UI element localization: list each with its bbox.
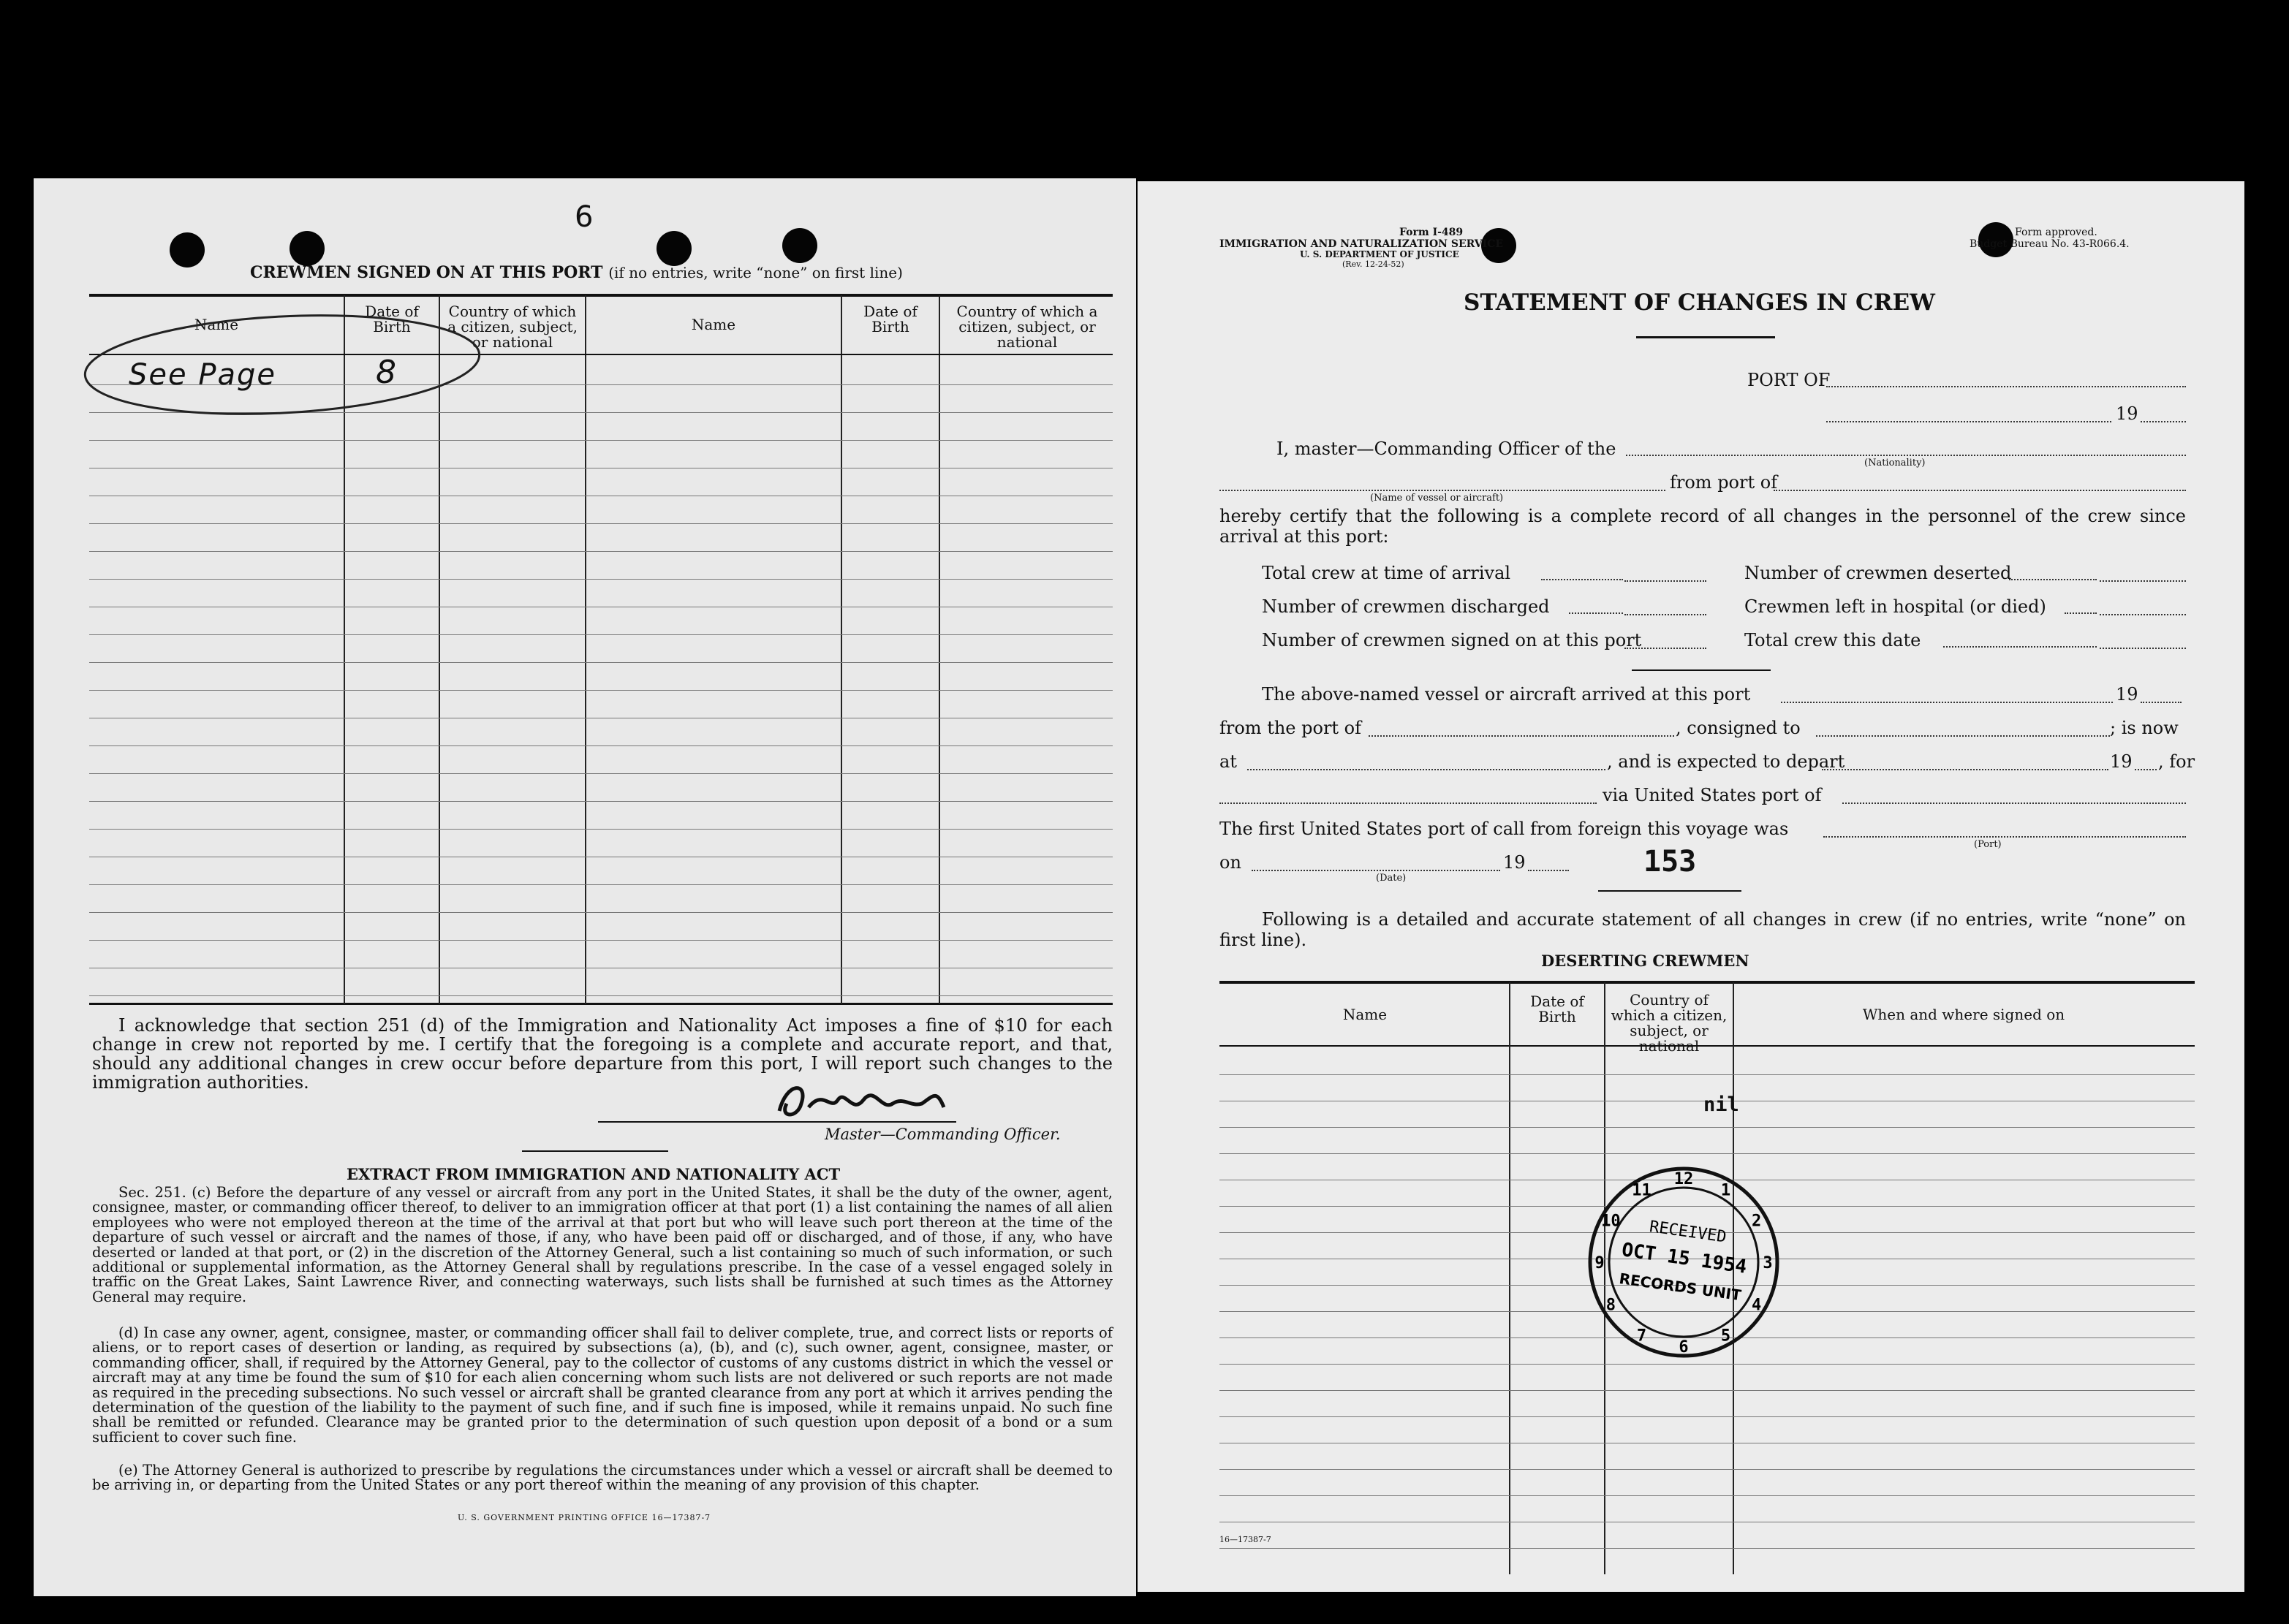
discharged-label: Number of crewmen discharged <box>1262 596 1550 617</box>
leader-dots <box>1541 579 1623 580</box>
col-divider <box>1509 982 1510 1574</box>
col-divider <box>939 295 940 1004</box>
year-prefix: 19 <box>2116 684 2138 705</box>
signed-on-field[interactable] <box>1624 648 1706 649</box>
column-header-country: Country of which a citizen, subject, or national <box>447 303 578 351</box>
total-arrival-label: Total crew at time of arrival <box>1262 563 1511 583</box>
port-of-label: PORT OF <box>1747 370 1831 390</box>
table-row <box>89 690 1113 691</box>
date-caption: (Date) <box>1376 873 1407 884</box>
deserting-crewmen-title: DESERTING CREWMEN <box>1541 952 1749 970</box>
left-page <box>34 178 1136 1596</box>
table-row <box>89 440 1113 441</box>
stamp-ring-number: 3 <box>1763 1254 1773 1272</box>
master-signature <box>765 1074 1013 1133</box>
stamp-ring-number: 4 <box>1751 1296 1762 1315</box>
stamp-ring-number: 5 <box>1720 1327 1731 1346</box>
table-row <box>89 745 1113 746</box>
form-title: STATEMENT OF CHANGES IN CREW <box>1464 289 1935 316</box>
arrived-field[interactable] <box>1781 702 2113 703</box>
table-bottom-rule <box>89 1003 1113 1005</box>
via-port-field[interactable] <box>1842 802 2186 804</box>
table-row <box>89 995 1113 996</box>
expected-depart-label: , and is expected to depart <box>1607 751 1845 772</box>
form-number: Form I-489 <box>1399 227 1464 238</box>
received-stamp <box>1585 1164 1782 1361</box>
depart-year-field[interactable] <box>2135 769 2157 770</box>
year-field[interactable] <box>2141 421 2186 422</box>
extract-title: EXTRACT FROM IMMIGRATION AND NATIONALITY ACT <box>347 1165 841 1183</box>
discharged-field[interactable] <box>1624 614 1706 615</box>
column-header-country: Country of which a citizen, subject, or national <box>1611 991 1728 1055</box>
signature-label: Master—Commanding Officer. <box>825 1126 1061 1143</box>
column-header-name: Name <box>194 316 239 333</box>
stamp-ring-number: 12 <box>1673 1170 1694 1188</box>
stamped-number: 153 <box>1643 845 1697 879</box>
section-divider <box>1632 669 1771 671</box>
destination-field[interactable] <box>1219 802 1597 804</box>
column-header-dob: Date of Birth <box>863 303 918 335</box>
first-us-port-label: The first United States port of call from foreign this voyage was <box>1219 819 1789 839</box>
department-name: U. S. DEPARTMENT OF JUSTICE <box>1300 249 1459 259</box>
signed-on-label: Number of crewmen signed on at this port <box>1262 630 1642 650</box>
from-port-field[interactable] <box>1774 490 2186 491</box>
year-prefix: 19 <box>2116 403 2138 424</box>
total-arrival-field[interactable] <box>1624 580 1706 582</box>
following-statement: Following is a detailed and accurate statement of all changes in crew (if no entries, write “none” on first line). <box>1219 909 2186 950</box>
table-top-rule <box>1219 981 2195 984</box>
stamp-ring-number: 2 <box>1751 1212 1762 1231</box>
first-us-port-field[interactable] <box>1823 836 2186 838</box>
leader-dots <box>1943 646 2097 648</box>
via-us-port-label: via United States port of <box>1603 785 1822 805</box>
table-row <box>89 829 1113 830</box>
table-row <box>89 551 1113 552</box>
depart-date-field[interactable] <box>1822 769 2108 770</box>
table-row <box>1219 1416 2195 1417</box>
punch-hole <box>290 231 325 266</box>
column-header-name: Name <box>691 316 736 333</box>
total-date-label: Total crew this date <box>1744 630 1921 650</box>
right-page <box>1138 181 2244 1592</box>
table-row <box>1219 1495 2195 1496</box>
port-of-field[interactable] <box>1826 386 2186 387</box>
stamp-ring-number: 11 <box>1632 1181 1652 1200</box>
punch-hole <box>782 228 817 263</box>
table-row <box>1219 1074 2195 1075</box>
budget-bureau-number: Budget Bureau No. 43-R066.4. <box>1970 238 2130 250</box>
form-approved: Form approved. <box>2015 227 2097 238</box>
handwritten-page-ref: 8 <box>376 354 396 391</box>
column-header-country: Country of which a citizen, subject, or national <box>956 303 1098 351</box>
column-header-dob: Date of Birth <box>1530 993 1584 1025</box>
table-row <box>89 662 1113 663</box>
from-port-label: from port of <box>1670 472 1778 493</box>
stamp-ring-number: 8 <box>1605 1296 1616 1315</box>
acknowledgement-text: I acknowledge that section 251 (d) of the Immigration and Nationality Act imposes a fine of $10 for each change in crew not reported by me. I certify that the foregoing is a complete and accurate report, and that, should any additional changes in crew occur before departure from this port, I will report such changes to the immigration authorities. <box>92 1015 1113 1093</box>
table-row <box>1219 1548 2195 1549</box>
column-header-signed-on: When and where signed on <box>1862 1006 2065 1023</box>
arrival-year-field[interactable] <box>2141 702 2182 703</box>
port-caption: (Port) <box>1974 839 2002 850</box>
from-the-port-field[interactable] <box>1369 735 1674 737</box>
deserted-field[interactable] <box>2100 580 2186 582</box>
leader-dots <box>2065 612 2097 614</box>
title-underline <box>1636 336 1775 338</box>
deserted-label: Number of crewmen deserted <box>1744 563 2012 583</box>
table-row <box>1219 1153 2195 1154</box>
extract-section-d: (d) In case any owner, agent, consignee, master, or commanding officer shall fail to deliver complete, true, and correct lists or reports of aliens, or to report cases of desertion or landing, as required by subsections (a), (b), and (c), such owner, agent, consignee, master, or commanding officer, shall, if required by the Attorney General, pay to the collector of customs of any customs district in which the vessel or aircraft may at any time be found the sum of $10 for each alien concerning whom such lists are not delivered or such reports are not made as required in the preceding subsections. No such vessel or aircraft shall be granted clearance from any port at which it arrives pending the determination of the question of the liability to the payment of such fine, and if such fine is imposed, while it remains unpaid. No such fine shall be remitted or refunded. Clearance may be granted prior to the determination of such question upon deposit of a bond or a sum sufficient to cover such fine. <box>92 1324 1113 1446</box>
printing-office-footer: U. S. GOVERNMENT PRINTING OFFICE 16—17387-7 <box>458 1513 711 1522</box>
date-field[interactable] <box>1826 421 2111 422</box>
agency-name: IMMIGRATION AND NATURALIZATION SERVICE <box>1219 238 1503 250</box>
punch-hole <box>170 232 205 267</box>
certification-text: hereby certify that the following is a complete record of all changes in the personnel of the crew since arrival at this port: <box>1219 506 2186 547</box>
col-divider <box>841 295 842 1004</box>
vessel-caption: (Name of vessel or aircraft) <box>1370 493 1504 504</box>
stamp-ring-number: 1 <box>1720 1181 1731 1200</box>
at-label: at <box>1219 751 1237 772</box>
extract-section-e: (e) The Attorney General is authorized to prescribe by regulations the circumstances under which a vessel or aircraft shall be deemed to be arriving in, or departing from the United States or any port thereof within the meaning of any provision of this chapter. <box>92 1462 1113 1494</box>
stamp-unit-text: RECORDS UNIT <box>1618 1270 1743 1305</box>
stamp-ring-number: 9 <box>1594 1254 1605 1272</box>
entry-nil: nil <box>1703 1093 1739 1116</box>
year-prefix: 19 <box>1503 852 1526 873</box>
year-prefix: 19 <box>2110 751 2133 772</box>
extract-section-c: Sec. 251. (c) Before the departure of any vessel or aircraft from any port in the United States, it shall be the duty of the owner, agent, consignee, master, or commanding officer thereof, to deliver to an immigration officer at that port (1) a list containing the names of all alien employees who were not employed thereon at the time of the arrival at that port but who will leave such port thereon at the time of the departure of such vessel or aircraft and the names of those, if any, who have been paid off or discharged, and of those, if any, who have deserted or landed at that port, or (2) in the discretion of the Attorney General, such a list containing so much of such information, or such additional or supplemental information, as the Attorney General shall by regulations prescribe. In the case of a vessel engaged solely in traffic on the Great Lakes, Saint Lawrence River, and connecting waterways, such lists shall be furnished at such times as the Attorney General may require. <box>92 1184 1113 1305</box>
leader-dots <box>2009 579 2097 580</box>
table-row <box>89 801 1113 802</box>
stamp-ring-number: 7 <box>1636 1327 1647 1346</box>
nationality-caption: (Nationality) <box>1864 458 1926 468</box>
hospital-field[interactable] <box>2100 614 2186 615</box>
stamp-ring-number: 6 <box>1679 1338 1689 1357</box>
table-row <box>1219 1364 2195 1365</box>
column-header-dob: Date of Birth <box>365 303 419 335</box>
on-label: on <box>1219 852 1241 873</box>
from-the-port-label: from the port of <box>1219 718 1362 738</box>
consigned-to-label: , consigned to <box>1676 718 1801 738</box>
hospital-label: Crewmen left in hospital (or died) <box>1744 596 2046 617</box>
table-row <box>1219 1469 2195 1470</box>
table-row <box>1219 1390 2195 1391</box>
stamp-date-text: OCT 15 1954 <box>1620 1239 1749 1278</box>
nationality-field[interactable] <box>1626 455 2186 456</box>
for-label: , for <box>2158 751 2195 772</box>
table-row <box>89 773 1113 774</box>
form-revision: (Rev. 12-24-52) <box>1342 259 1404 269</box>
is-now-label: ; is now <box>2110 718 2179 738</box>
column-header-name: Name <box>1342 1006 1388 1023</box>
handwritten-note: See Page <box>129 358 276 392</box>
consigned-to-field[interactable] <box>1816 735 2110 737</box>
stamp-ring-number: 10 <box>1601 1212 1621 1231</box>
table-row <box>89 940 1113 941</box>
master-statement: I, master—Commanding Officer of the <box>1276 439 1616 459</box>
at-field[interactable] <box>1247 769 1605 770</box>
leader-dots <box>1569 612 1623 614</box>
arrived-text: The above-named vessel or aircraft arrived at this port <box>1262 684 1751 705</box>
table-row <box>89 634 1113 635</box>
signature-line <box>598 1121 956 1123</box>
table-row <box>89 912 1113 913</box>
section-divider <box>522 1150 668 1152</box>
total-date-field[interactable] <box>2100 648 2186 649</box>
left-title: CREWMEN SIGNED ON AT THIS PORT (if no entries, write “none” on first line) <box>250 263 903 282</box>
stamp-received-text: RECEIVED <box>1648 1218 1728 1247</box>
table-row <box>89 884 1113 885</box>
table-row <box>89 523 1113 524</box>
table-top-rule <box>89 294 1113 297</box>
form-footer: 16—17387-7 <box>1219 1535 1271 1544</box>
table-row <box>1219 1127 2195 1128</box>
col-divider <box>585 295 586 1004</box>
on-date-field[interactable] <box>1252 870 1500 871</box>
punch-hole <box>657 231 692 266</box>
section-divider <box>1598 890 1741 892</box>
page-number: 6 <box>575 200 594 234</box>
on-year-field[interactable] <box>1528 870 1569 871</box>
vessel-name-field[interactable] <box>1219 490 1665 491</box>
table-row <box>89 579 1113 580</box>
